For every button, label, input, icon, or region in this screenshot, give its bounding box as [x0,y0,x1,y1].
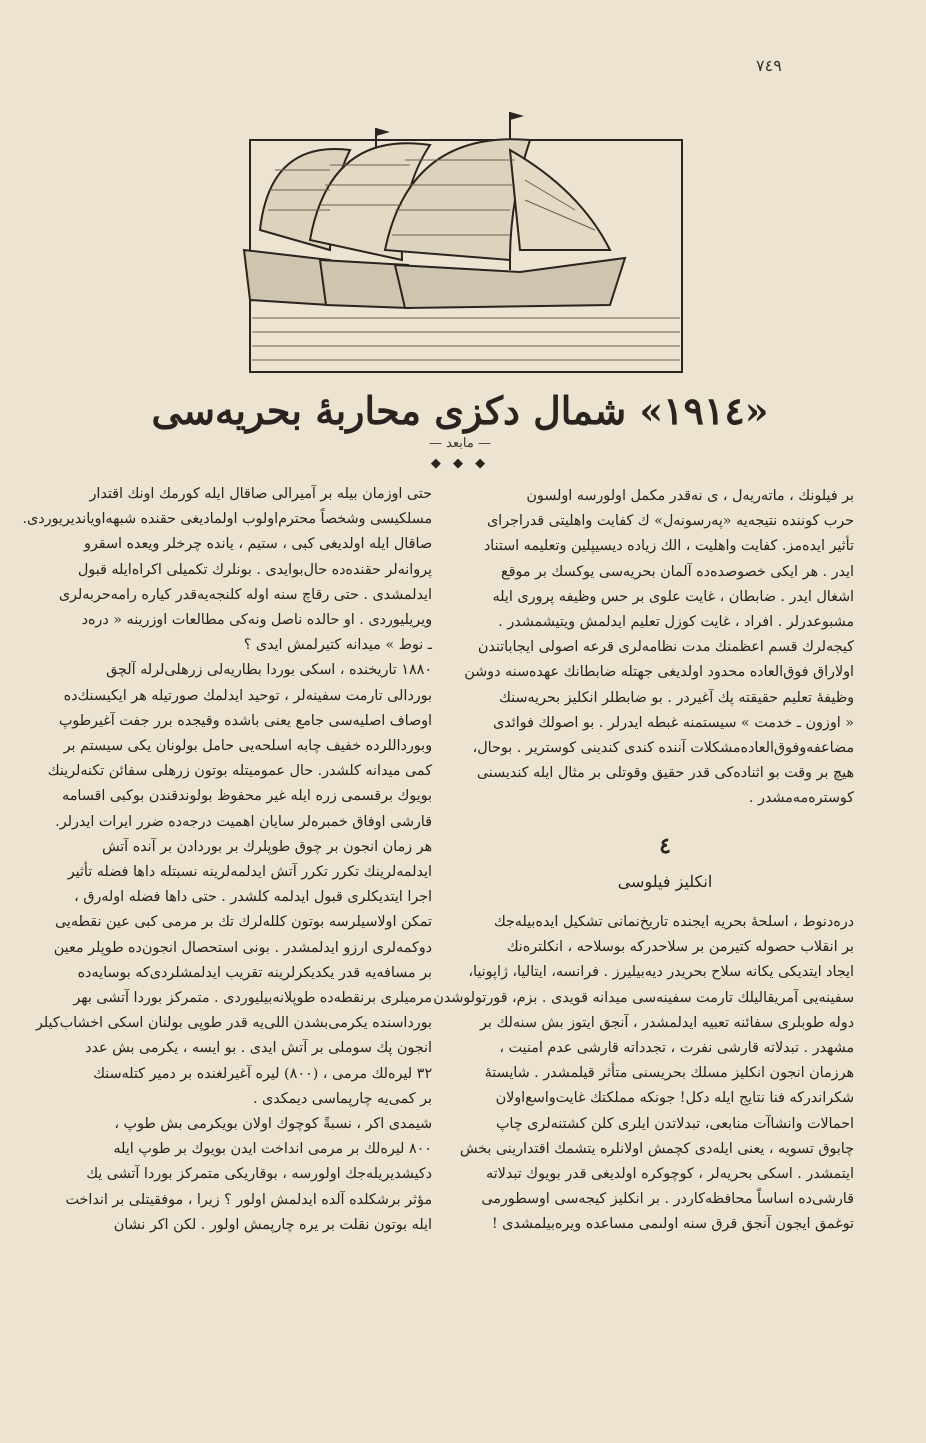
text-line: حتى اوزمان بيله بر آميرالى صاقال ايله كورمك اونك اقتدار [89,486,432,502]
text-line: ـ نوط » ميدانه كتيرلمش ايدى ؟ [243,637,432,654]
text-line: مسلكيسى وشخصاً محترم‌اولوب اولماديغى حقنده شبهه‌اويانديريوردى. [22,511,432,528]
text-line: ايدلمه‌لرينك تكرر تكرر آتش ايدلمه‌لرينه نسبتله داها فضله تأثير [67,864,432,881]
text-line: درەدنوط ، اسلحهٔ بحريه ايجنده تاريخ‌نمانى تشكيل ايدەبيله‌جك [493,914,854,931]
text-line: اجرا ايتديكلرى قبول ايدلمه كلشدر . حتى داها فضله اوله‌رق ، [74,889,432,906]
text-line: دكيشديريله‌جك اولورسه ، بوقاريكى متمركز بوردا آتشى يك [86,1166,432,1183]
text-line: هر زمان انجون بر چوق طوپلرك بر بوردادن بر آنده آتش [101,838,432,855]
text-line: ١٨٨٠ تاريخنده ، اسكى بوردا بطاريه‌لى زرهلى‌لرله آلچق [106,662,432,679]
text-line: مرميلرى برنقطه‌ده طوپلانه‌بيليوردى . متمركز بوردا آتشى بهر [73,990,432,1007]
right-paragraph-1 [464,484,854,812]
text-line: سفينه‌يى آمريقاليلك تارمت سفينه‌سى ميدانه قويدى . بزم، قورتولوشدن [433,989,854,1006]
text-line: شكراندركه فنا نتايج ايله دكل! جونكه مملكتك غايت‌واسع‌اولان [495,1090,854,1107]
continued-label: — مابعد — [429,436,491,451]
text-line: پروانه‌لر حقنده‌ده حال‌بوايدى . بونلرك تكميلى اكراه‌ايله قبول [77,561,432,578]
text-line: ويريليوردى . او حالده ناصل ونه‌كى مطالعات اوزرينه « درەد [81,612,432,629]
text-line: بويوك برقسمى زره ايله غير محفوظ بولوندقندن بوكبى اقسامه [62,788,432,805]
text-line: مشبوعدرلر . افراد ، غايت كوزل تعليم ايدلمش ويتيشمشدر . [498,614,854,631]
text-line: دوكمه‌لرى ارزو ايدلمشدر . بونى استحصال انجون‌ده طوپلر معين [53,939,432,956]
text-line: قارشى‌ده اساساً محافظه‌كاردر . بر انكليز كيجه‌سى اوسطورمى [481,1191,854,1208]
ornament-divider: ◆ ◆ ◆ [430,456,490,471]
text-line: وبورداللرده خفيف چابه اسلحه‌يى حامل بولونان يكى سيستم بر [63,738,432,755]
text-line: چابوق تسويه ، يعنى ايله‌دى كچمش اولانلره يتشمك اقتدارينى بخش [459,1140,854,1157]
text-line: بر انقلاب حصوله كتيرمن بر سلاحدركه بوسلاحه ، انكلترەنك [506,939,854,956]
left-paragraph-2 [35,658,432,1112]
text-line: انجون پك سوملى بر آتش ايدى . بو ايسه ، يكرمى بش عدد [85,1040,432,1057]
text-line: كيجه‌لرك قسم اعظمنك مدت نظامه‌لرى قرعه اصولى ايجاباتندن [477,639,854,656]
right-column [433,484,854,1238]
text-line: شيمدى اكر ، نسبةً كوچوك اولان بويكرمى بش طوپ ، [114,1116,432,1133]
text-line: بر فيلونك ، ماتەريەل ، ى نەقدر مكمل اولورسه اولسون [526,488,854,504]
text-line: ايله بوتون نقلت بر يره چارپمش اولور . لكن اكر نشان [113,1216,432,1233]
text-line: اوصاف اصليه‌سى جامع يعنى باشده وقيجده برر جفت آغيرطوپ [58,712,432,729]
text-line: احمالات وانشاآت منابعى، تبدلاتدن ايلرى كلن كشتنه‌لرى چاپ [495,1115,854,1132]
section-title: انكليز فيلوسى [617,871,713,891]
text-line: ايدر . هر ايكى خصوصده‌ده آلمان بحريه‌سى يوكسك بر موقع [500,563,854,580]
text-line: بورداسنده يكرمى‌بشدن اللى‌يه قدر طوپى بولنان اسكى اخشاب‌كيلر [35,1015,432,1032]
text-line: كمى ميدانه كلشدر. حال عموميتله بوتون زرهلى سفائن تكنه‌لرينك [47,763,432,780]
text-line: ايجاد ايتديكى يكانه سلاح بحريدر ديەبيليرز . فرانسه، ايتاليا، ژاپونيا، [468,964,854,981]
text-line: بوردالى تارمت سفينه‌لر ، توحيد ايدلمك صورتيله هر ايكيسنك‌ده [63,687,432,704]
text-line: قارشى اوفاق خمبره‌لر سايان اهميت درجه‌ده ضرر ايرات ايدرلر. [55,813,432,830]
text-line: هرزمان انجون انكليز مسلك بحريسنى متأثر قيلمشدر . شايستهٔ [484,1065,854,1082]
text-line: حرب كوننده نتيجه‌يه «پەرسونەل» ك كفايت واهليتى قدراجراى [486,513,854,530]
text-line: مضاعفه‌وفوق‌العاده‌مشكلات آننده كندى كندينى كوسترير . بوحال، [472,740,854,757]
left-paragraph-1 [22,482,432,658]
article-title: «١٩١٤» شمال دكزى محاربهٔ بحريه‌سى [151,388,769,433]
text-line: دوله طوبلرى سفائنه تعبيه ايدلمشدر ، آنجق ايتوز بش سنه‌لك بر [480,1014,854,1031]
text-line: كوسترەمەمشدر . [748,790,854,807]
text-line: مؤثر برشكلده آلده ايدلمش اولور ؟ زيرا ، موفقيتلى بر انداخت [65,1191,432,1208]
text-line: بر كمى‌يه چارپماسى ديمكدى . [252,1090,432,1107]
page-number: ٧٤٩ [756,56,782,75]
text-line: اشغال ايدر . ضابطان ، غايت علوى بر حس وظيفه پرورى ايله [492,588,854,605]
left-column [22,482,432,1238]
text-line: ايتمشدر . اسكى بحريه‌لر ، كوچوكره اولديغى قدر بويوك تبدلاته [486,1166,854,1183]
text-line: بر مسافه‌يه قدر يكديكرلرينه تقريب ايدلمشلردى‌كه بوسايه‌ده [77,964,432,981]
text-line: ٣٢ ليره‌لك مرمى ، (٨٠٠) ليره آغيرلغنده بر دمير كتله‌سنك [93,1065,432,1082]
text-line: اولاراق فوق‌العاده محدود اولديغى جهتله ضابطانك عهده‌سنه دوشن [464,664,854,681]
text-line: صاقال ايله اولديغى كبى ، ستيم ، يانده چرخلر ويعده اسقرو [83,536,432,553]
text-line: توغمق ايجون آنجق قرق سنه اولىمى مساعده ويرەبيلمشدى ! [491,1216,854,1233]
text-line: هيچ بر وقت بو اثناده‌كى قدر حقيق وقوتلى بر مثال ايله كنديسنى [476,765,854,782]
left-paragraph-3 [42,1112,432,1238]
text-line: تمكن اولاسيلرسه بوتون كلله‌لرك تك بر مرمى كبى عين نقطه‌يى [55,914,432,931]
text-line: ايدلمشدى . حتى رقاچ سنه اوله كلنجه‌يه‌قدر كيارە رامه‌حربه‌لرى [58,586,432,603]
section-number: ٤ [659,832,671,859]
ships-illustration [180,100,702,372]
text-line: وظيفهٔ تعليم حقيقته پك آغيردر . بو ضابطلر انكليز بحريه‌سنك [499,689,854,706]
text-line: ٨٠٠ ليره‌لك بر مرمى انداخت ايدن بويوك بر طوپ ايله [113,1141,432,1158]
text-line: « اوزون ـ خدمت » سيستمنه غبطه ايدرلر . بو اصولك فوائدى [493,714,854,731]
text-line: مشهدر . تبدلاته قارشى نفرت ، تجدداته قارشى عدم امنيت ، [499,1040,854,1057]
right-paragraph-2 [433,910,854,1238]
text-line: تأثير ايدەمز. كفايت واهليت ، الك زياده ديسيپلين وتعليمه استناد [483,538,854,555]
